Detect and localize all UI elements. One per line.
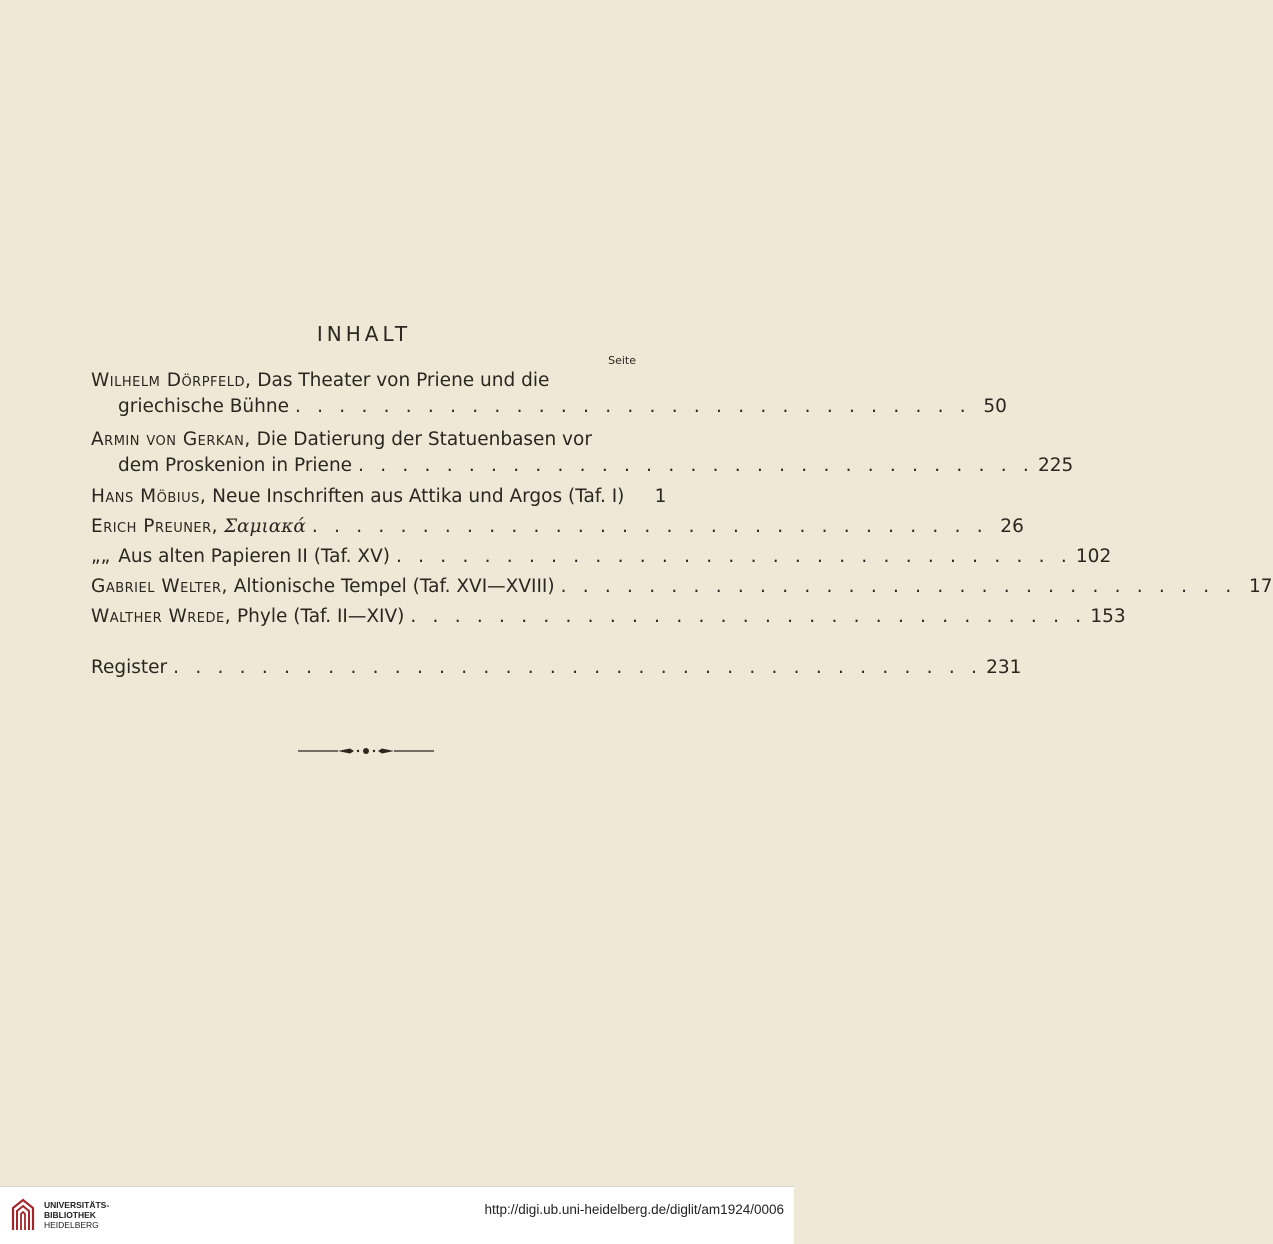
leader-dots: . . . . . . . . . . . . . . . . . . . . . . . . . . . . . . . . . . . . . (173, 657, 983, 678)
toc-entry-preuner (91, 514, 1024, 540)
toc-entry-gerkan (91, 427, 1074, 479)
toc-title: Altionische Tempel (Taf. XVI—XVIII) (233, 576, 555, 597)
toc-entry-moebius (91, 484, 667, 510)
leader-dots: . . . . . . . . . . . . . . . . . . . . . . . . . . . . . . . (410, 606, 1087, 627)
toc-page-number: 102 (1075, 546, 1112, 567)
toc-page-number: 225 (1037, 455, 1074, 476)
toc-author: Hans Möbius, (91, 486, 207, 507)
ditto-mark-name: „ (100, 546, 111, 567)
toc-author: Armin von Gerkan, (91, 429, 251, 450)
toc-page-number: 26 (1000, 516, 1024, 537)
toc-title: Aus alten Papieren II (Taf. XV) (118, 546, 390, 567)
footer-bar (0, 1186, 794, 1244)
source-url[interactable]: http://digi.ub.uni-heidelberg.de/diglit/am1924/0006 (484, 1202, 784, 1217)
register-label: Register (91, 657, 168, 678)
toc-entry-wrede (91, 604, 1126, 630)
leader-dots: . . . . . . . . . . . . . . . . . . . . . . . . . . . . . . . (358, 455, 1034, 476)
ornament-divider-icon (298, 745, 434, 757)
leader-dots: . . . . . . . . . . . . . . . . . . . . . . . . . . . . . . . (311, 516, 988, 537)
page-title: INHALT (316, 322, 412, 346)
toc-page-number: 50 (983, 396, 1007, 417)
toc-entry-register (91, 655, 1022, 681)
toc-entry-welter (91, 574, 1273, 600)
table-of-contents (91, 368, 1273, 681)
toc-entry-doerpfeld (91, 368, 1007, 420)
leader-dots: . . . . . . . . . . . . . . . . . . . . . . . . . . . . . . . (560, 576, 1237, 597)
page-column-label: Seite (608, 354, 636, 367)
library-name: UNIVERSITÄTS- BIBLIOTHEK HEIDELBERG (44, 1200, 110, 1230)
toc-author: Gabriel Welter, (91, 576, 228, 597)
toc-title: Die Datierung der Statuenbasen vor (256, 429, 592, 450)
toc-title: Σαμιακά (223, 516, 306, 537)
toc-page-number: 231 (986, 657, 1022, 678)
leader-dots: . . . . . . . . . . . . . . . . . . . . . . . . . . . . . . . (294, 396, 971, 417)
toc-title-continued: dem Proskenion in Priene (118, 455, 353, 476)
toc-author: Erich Preuner, (91, 516, 219, 537)
leader-dots: . . . . . . . . . . . . . . . . . . . . . . . . . . . . . . . (395, 546, 1072, 567)
toc-page-number: 1 (654, 486, 667, 507)
toc-author: Wilhelm Dörpfeld, (91, 370, 252, 391)
toc-entry-preuner-2 (91, 544, 1112, 570)
toc-title: Neue Inschriften aus Attika und Argos (Taf. I) (212, 486, 625, 507)
library-logo-icon (10, 1196, 36, 1234)
toc-page-number: 153 (1090, 606, 1126, 627)
toc-author: Walther Wrede, (91, 606, 232, 627)
toc-page-number: 17 (1248, 576, 1273, 597)
toc-title: Phyle (Taf. II—XIV) (237, 606, 405, 627)
toc-title: Das Theater von Priene und die (257, 370, 550, 391)
toc-title-continued: griechische Bühne (118, 396, 289, 417)
ditto-mark-author: „ (91, 546, 101, 567)
